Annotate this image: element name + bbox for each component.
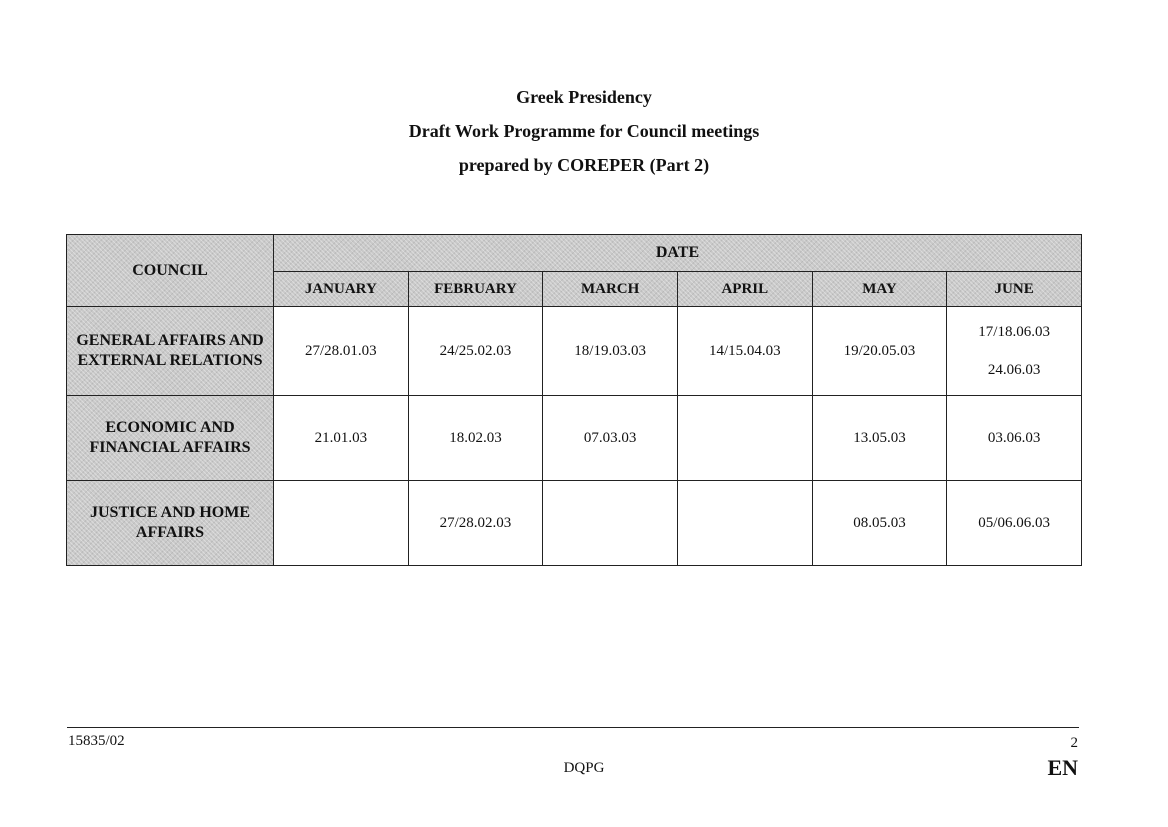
meeting-date-cell <box>274 481 409 566</box>
council-name-justice-home <box>67 481 274 566</box>
council-name-economic-financial <box>67 396 274 481</box>
title-presidency: Greek Presidency <box>516 87 652 107</box>
meeting-date-cell: 13.05.03 <box>812 396 947 481</box>
document-title-block <box>0 80 1168 182</box>
meeting-date-cell <box>947 307 1082 396</box>
council-name-general-affairs <box>67 307 274 396</box>
month-header-february: FEBRUARY <box>408 272 543 307</box>
meeting-date-entry: 24.06.03 <box>987 362 1041 378</box>
table-row <box>67 396 1082 481</box>
date-column-header: DATE <box>274 235 1082 272</box>
table-row <box>67 307 1082 396</box>
meeting-date-cell: 18/19.03.03 <box>543 307 678 396</box>
meeting-date-cell <box>677 481 812 566</box>
council-name-line: AFFAIRS <box>135 524 205 541</box>
meeting-date-cell: 07.03.03 <box>543 396 678 481</box>
meeting-date-cell: 18.02.03 <box>408 396 543 481</box>
language-code: EN <box>1047 755 1078 780</box>
month-header-march: MARCH <box>543 272 678 307</box>
council-name-line: FINANCIAL AFFAIRS <box>89 439 251 456</box>
meeting-date-cell <box>543 481 678 566</box>
month-header-june: JUNE <box>947 272 1082 307</box>
council-name-line: ECONOMIC AND <box>105 419 235 436</box>
council-name-line: GENERAL AFFAIRS AND <box>76 332 264 349</box>
meeting-date-cell: 27/28.02.03 <box>408 481 543 566</box>
council-name-line: EXTERNAL RELATIONS <box>77 352 263 369</box>
month-header-january: JANUARY <box>274 272 409 307</box>
page-number: 2 <box>1070 735 1078 751</box>
meeting-date-cell: 19/20.05.03 <box>812 307 947 396</box>
table-row <box>67 481 1082 566</box>
month-header-may: MAY <box>812 272 947 307</box>
meeting-date-cell: 03.06.03 <box>947 396 1082 481</box>
council-column-header: COUNCIL <box>67 235 274 307</box>
meeting-date-entry: 17/18.06.03 <box>978 324 1050 340</box>
document-number: 15835/02 <box>68 733 125 749</box>
council-meetings-table <box>66 234 1082 566</box>
title-prepared-by: prepared by COREPER (Part 2) <box>458 155 710 175</box>
title-programme: Draft Work Programme for Council meetings <box>408 121 760 141</box>
meeting-date-cell: 14/15.04.03 <box>677 307 812 396</box>
footer-divider <box>67 727 1079 728</box>
meeting-date-cell: 21.01.03 <box>274 396 409 481</box>
meeting-date-cell <box>677 396 812 481</box>
department-code: DQPG <box>563 760 605 776</box>
meeting-date-cell: 27/28.01.03 <box>274 307 409 396</box>
council-name-line: JUSTICE AND HOME <box>89 504 251 521</box>
meeting-date-cell: 24/25.02.03 <box>408 307 543 396</box>
meeting-date-cell: 08.05.03 <box>812 481 947 566</box>
meeting-date-cell: 05/06.06.03 <box>947 481 1082 566</box>
month-header-april: APRIL <box>677 272 812 307</box>
